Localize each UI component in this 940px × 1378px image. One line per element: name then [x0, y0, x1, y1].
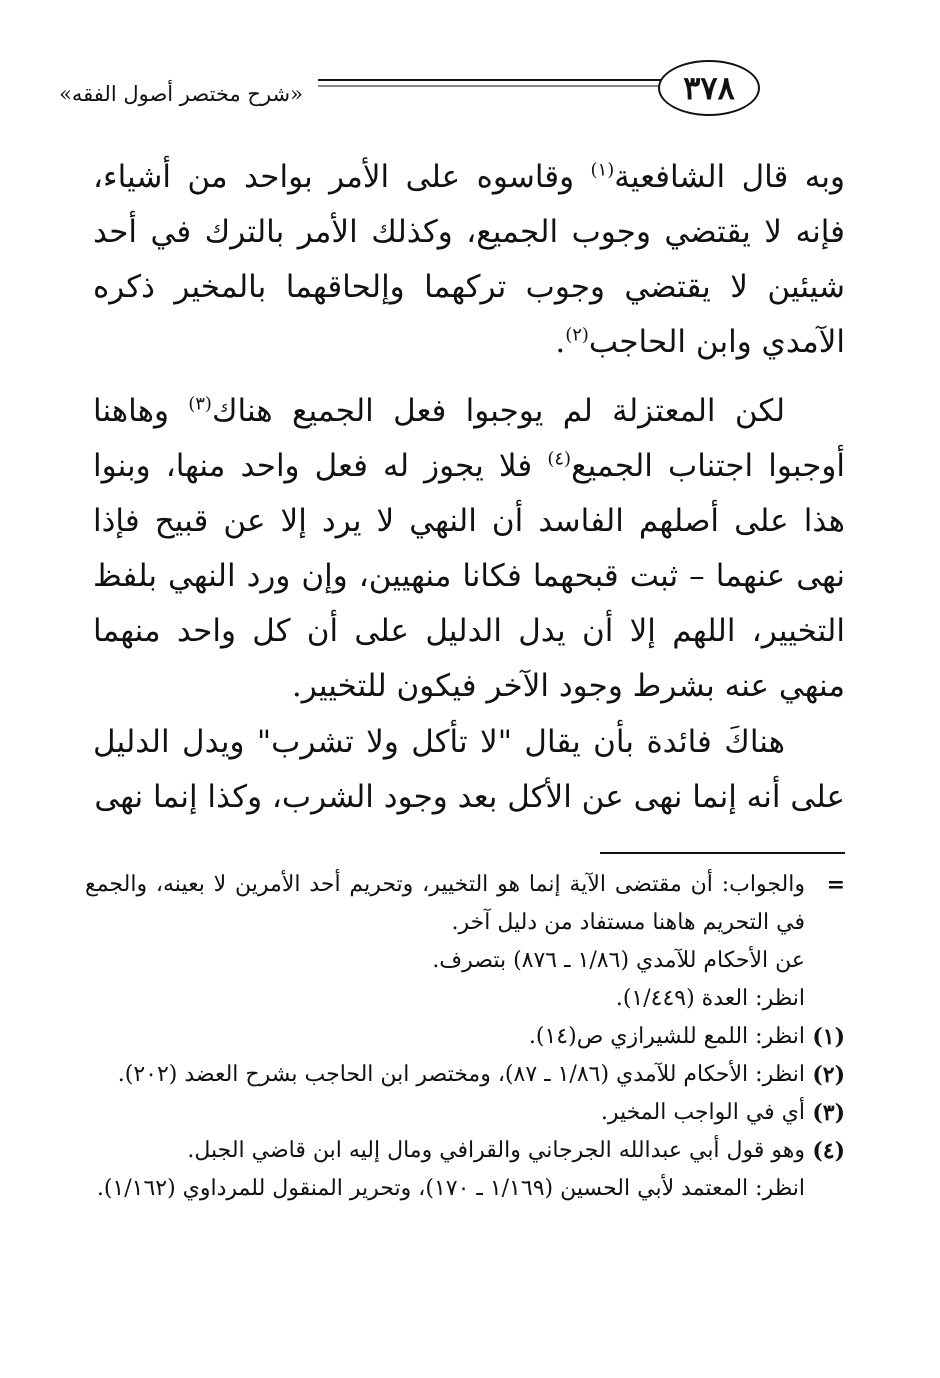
running-title: «شرح مختصر أصول الفقه» — [59, 82, 303, 106]
footnote-marker: (٤) — [812, 1138, 845, 1164]
footnote-separator — [600, 852, 845, 854]
footnote-ref-1: (١) — [590, 159, 615, 181]
footnote-body — [85, 1094, 805, 1132]
footnote-1 — [85, 1018, 845, 1056]
paragraph-1-text-c: . — [555, 324, 566, 360]
paragraph-2-text-b: وهاهنا أوجبوا اجتناب الجميع — [93, 393, 845, 484]
footnote-body — [85, 1056, 805, 1094]
footnote-line: أي في الواجب المخير. — [600, 1100, 805, 1125]
main-text-2 — [93, 384, 845, 714]
paragraph-2-text-a: لكن المعتزلة لم يوجبوا فعل الجميع هناك — [211, 393, 786, 429]
footnote-line: انظر: العدة (١/٤٤٩). — [615, 986, 805, 1011]
paragraph-2 — [93, 384, 845, 714]
footnote-marker: (٢) — [812, 1062, 845, 1088]
paragraph-1-text-b: وقاسوه على الأمر بواحد من أشياء، فإنه لا يقتضي وجوب الجميع، وكذلك الأمر بالترك في أحد شيئين لا يقتضي وجوب تركهما وإلحاقهما بالمخير ذكره الآمدي وابن الحاجب — [93, 159, 845, 360]
footnote-marker: (١) — [812, 1024, 845, 1050]
footnotes — [85, 866, 845, 1208]
footnote-line: انظر: اللمع للشيرازي ص(١٤). — [528, 1024, 805, 1049]
page-number: ٣٧٨ — [658, 60, 760, 116]
footnote-4 — [85, 1132, 845, 1208]
footnote-line: عن الأحكام للآمدي (١/٨٦ ـ ٨٧٦) بتصرف. — [432, 948, 805, 973]
footnote-line: انظر: المعتمد لأبي الحسين (١/١٦٩ ـ ١٧٠)، وتحرير المنقول للمرداوي (١/١٦٢). — [96, 1176, 805, 1201]
footnote-marker: (٣) — [812, 1100, 845, 1126]
main-text — [93, 150, 845, 370]
paragraph-2-text-c: فلا يجوز له فعل واحد منها، وبنوا هذا على أصلهم الفاسد أن النهي لا يرد إلا عن قبيح فإذا نهى عنهما – ثبت قبحهما فكانا منهيين، وإن ورد النهي بلفظ التخيير، اللهم إلا أن يدل الدليل على أن كل واحد منهما منهي عنه بشرط وجود الآخر فيكون للتخيير. — [93, 448, 845, 704]
footnote-marker: = — [826, 872, 845, 898]
footnote-line: انظر: الأحكام للآمدي (١/٨٦ ـ ٨٧)، ومختصر ابن الحاجب بشرح العضد (٢٠٢). — [117, 1062, 805, 1087]
footnote-continuation — [85, 866, 845, 1018]
footnote-ref-3: (٣) — [188, 393, 212, 415]
footnote-2 — [85, 1056, 845, 1094]
footnote-line: وهو قول أبي عبدالله الجرجاني والقرافي ومال إليه ابن قاضي الجبل. — [187, 1138, 805, 1163]
footnote-3 — [85, 1094, 845, 1132]
paragraph-3: هناكَ فائدة بأن يقال "لا تأكل ولا تشرب" ويدل الدليل على أنه إنما نهى عن الأكل بعد وجود الشرب، وكذا إنما نهى — [93, 724, 845, 815]
footnote-ref-2: (٢) — [565, 324, 589, 346]
page-header — [59, 52, 848, 142]
main-text-3 — [93, 715, 845, 825]
footnote-ref-4: (٤) — [547, 448, 572, 470]
paragraph-1-text-a: وبه قال الشافعية — [614, 159, 845, 195]
paragraph-1 — [93, 150, 845, 370]
footnote-body — [85, 1018, 805, 1056]
footnote-line: والجواب: أن مقتضى الآية إنما هو التخيير، وتحريم أحد الأمرين لا بعينه، والجمع في التحريم هاهنا مستفاد من دليل آخر. — [85, 872, 805, 935]
footnote-body — [85, 1132, 805, 1208]
footnote-body — [85, 866, 805, 1018]
